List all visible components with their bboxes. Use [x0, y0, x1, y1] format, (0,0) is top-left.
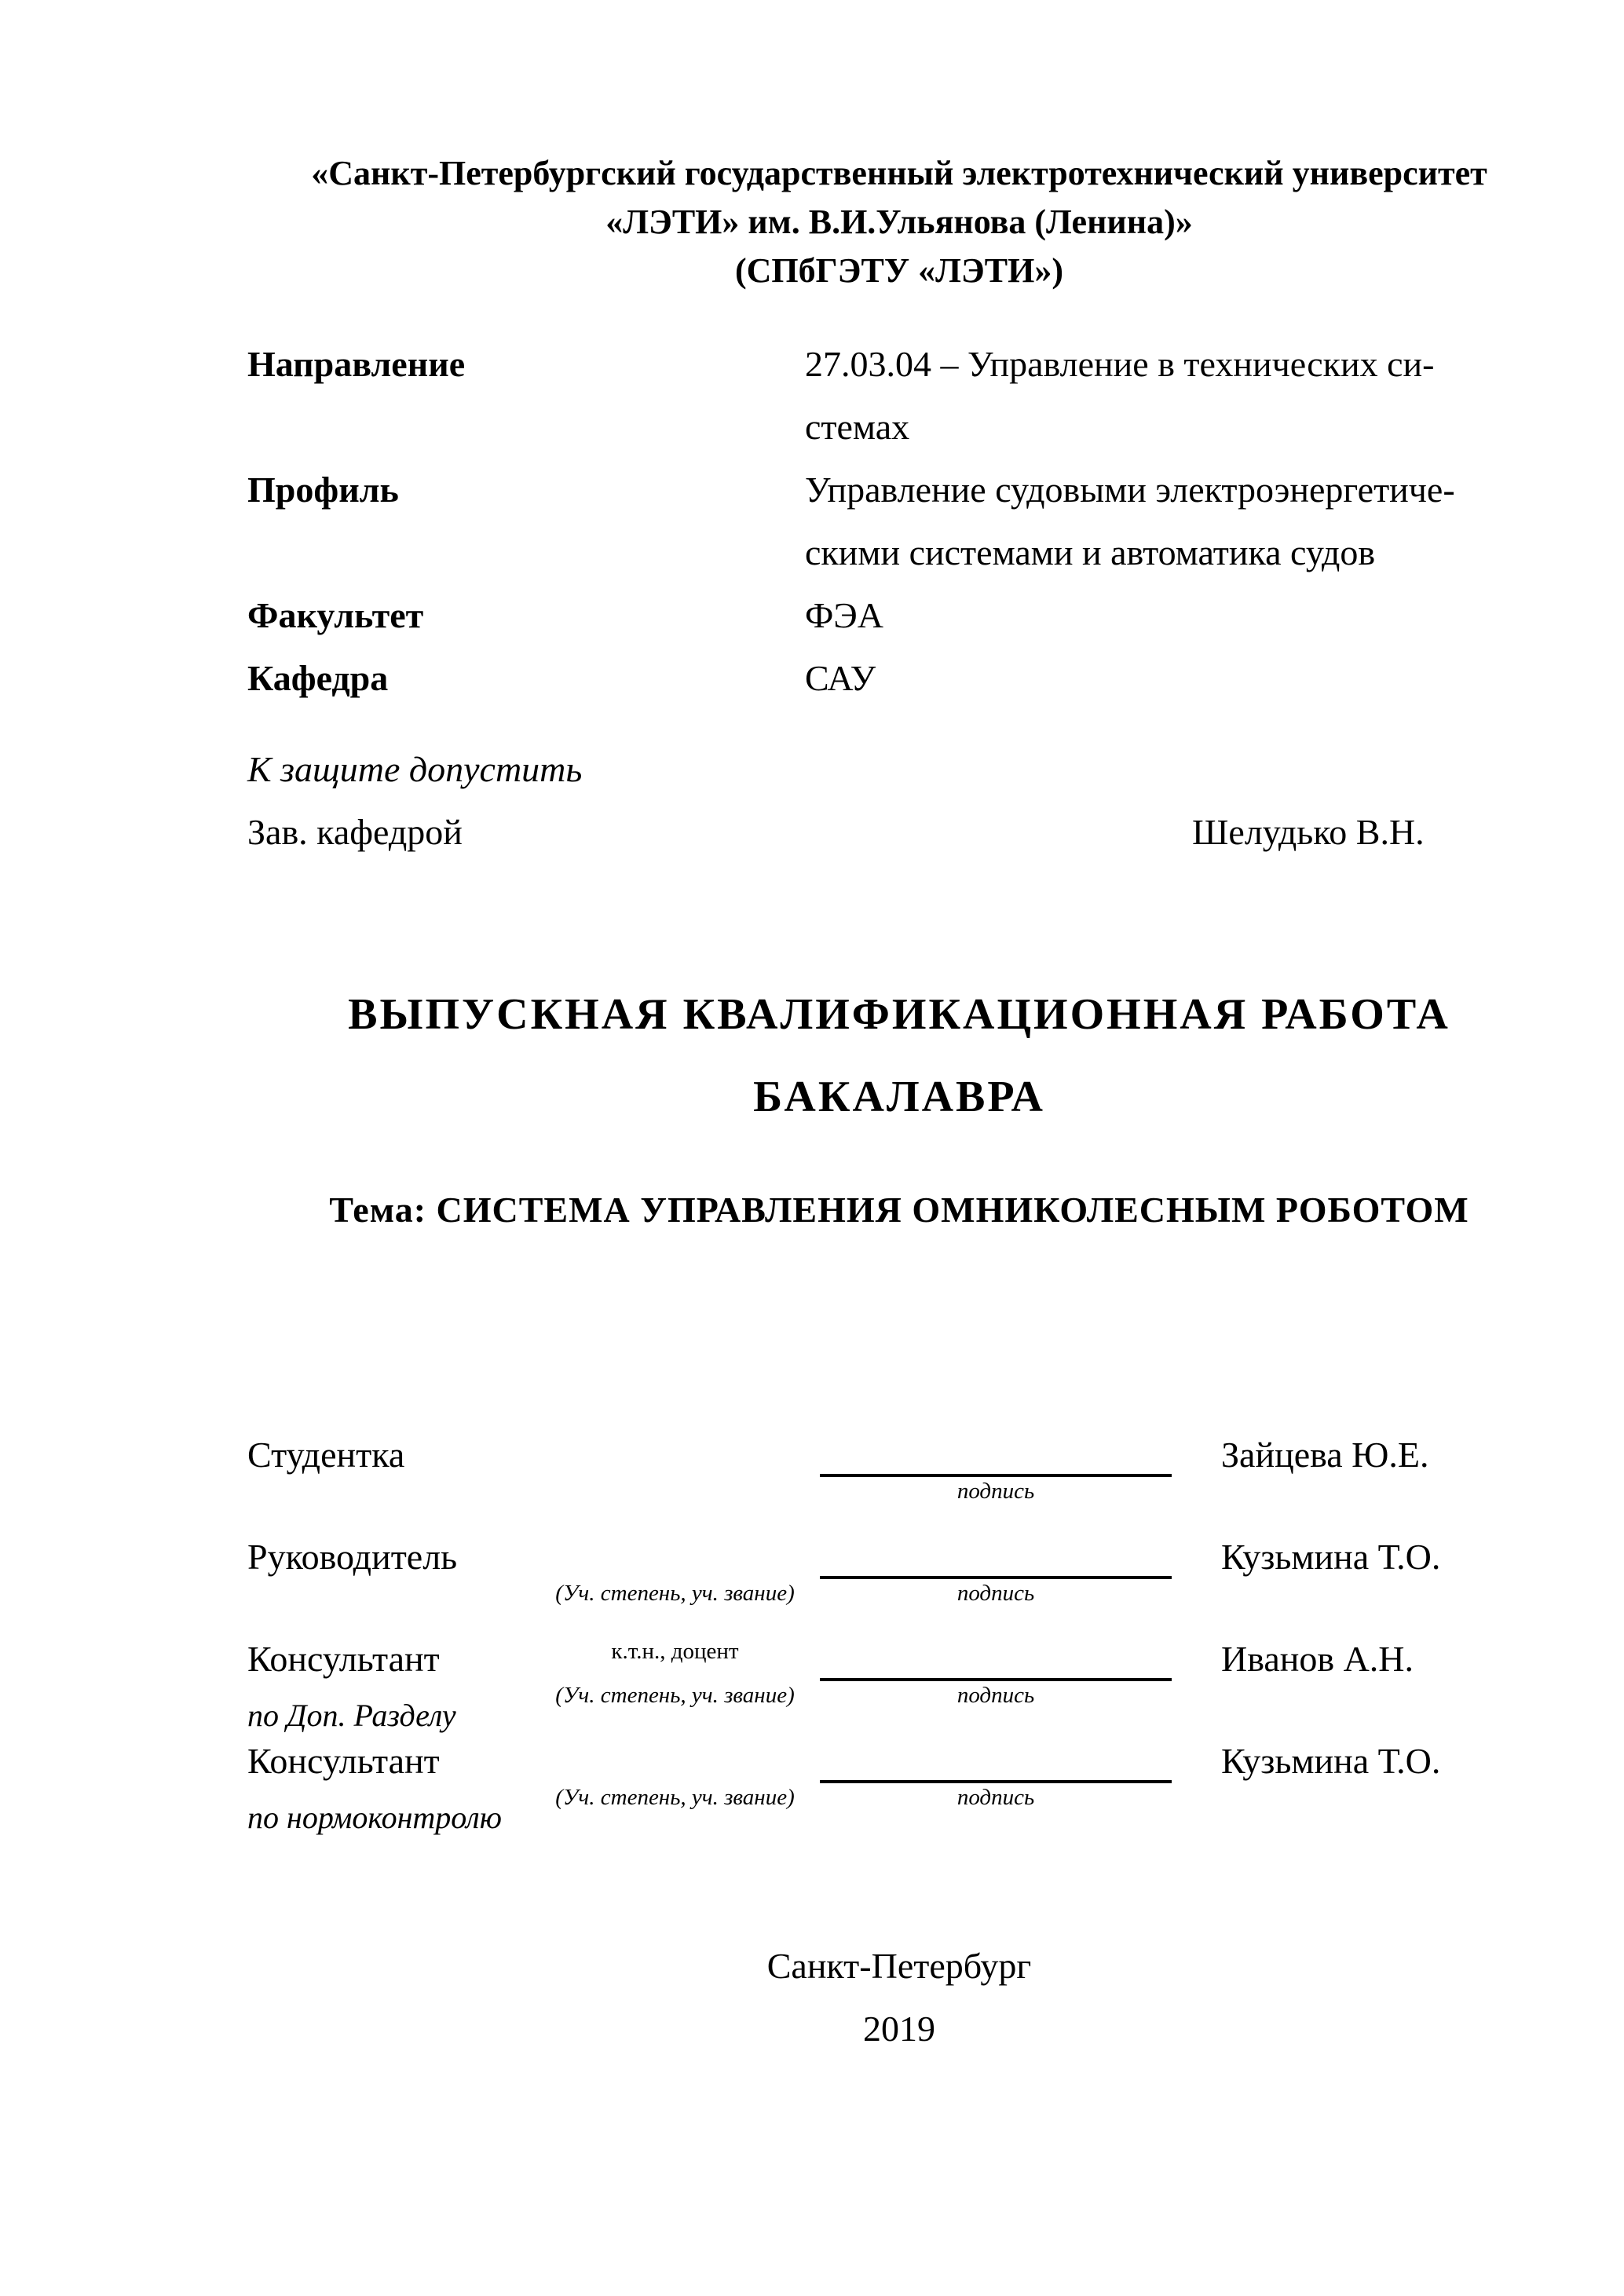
- university-name-line3: (СПбГЭТУ «ЛЭТИ»): [735, 251, 1063, 290]
- footer-block: [247, 1935, 1551, 2060]
- signature-line: [820, 1535, 1172, 1579]
- signature-row-supervisor: [247, 1535, 1551, 1637]
- signature-line: [820, 1433, 1172, 1477]
- signature-row-consultant-section: [247, 1637, 1551, 1739]
- work-title-line2: БАКАЛАВРА: [753, 1073, 1045, 1121]
- signature-caption: подпись: [956, 1581, 1035, 1606]
- field-profile: [247, 459, 1551, 584]
- degree-value: к.т.н., доцент: [611, 1639, 739, 1664]
- admission-head-name: Шелудько В.Н.: [1192, 812, 1425, 852]
- field-profile-value-line2: скими системами и автоматика судов: [805, 532, 1376, 572]
- signature-role-label: Консультант: [247, 1741, 440, 1781]
- program-fields: [247, 333, 1551, 710]
- field-direction: [247, 333, 1551, 459]
- university-header: [247, 149, 1551, 295]
- theme-line: Тема: СИСТЕМА УПРАВЛЕНИЯ ОМНИКОЛЕСНЫМ РОБОТОМ: [329, 1190, 1469, 1230]
- signature-caption: подпись: [956, 1785, 1035, 1810]
- field-department-value-line1: САУ: [805, 658, 876, 698]
- signature-caption: подпись: [956, 1479, 1035, 1504]
- admission-signature-row: [247, 801, 1551, 864]
- field-department: [247, 647, 1551, 710]
- field-department-value: [805, 647, 876, 710]
- signature-name: Кузьмина Т.О.: [1221, 1741, 1441, 1781]
- field-profile-value: [805, 459, 1455, 584]
- signature-role-sublabel: по Доп. Разделу: [247, 1698, 456, 1733]
- signature-name: Иванов А.Н.: [1221, 1639, 1414, 1679]
- signature-role-label: Руководитель: [247, 1537, 458, 1577]
- field-direction-value: [805, 333, 1435, 459]
- signature-row-student: [247, 1433, 1551, 1535]
- field-faculty-label: Факультет: [247, 595, 424, 635]
- field-direction-label: Направление: [247, 344, 466, 384]
- signature-role-label: Консультант: [247, 1639, 440, 1679]
- field-profile-label: Профиль: [247, 470, 399, 510]
- field-profile-value-line1: Управление судовыми электроэнергетиче-: [805, 470, 1455, 510]
- signature-caption: подпись: [956, 1683, 1035, 1708]
- admission-permit-line: К защите допустить: [247, 749, 583, 789]
- signature-name: Кузьмина Т.О.: [1221, 1537, 1441, 1577]
- field-faculty-value: [805, 584, 883, 647]
- field-direction-value-line1: 27.03.04 – Управление в технических си-: [805, 344, 1435, 384]
- field-faculty-value-line1: ФЭА: [805, 595, 883, 635]
- work-title-line1: ВЫПУСКНАЯ КВАЛИФИКАЦИОННАЯ РАБОТА: [348, 990, 1450, 1039]
- signature-role-label: Студентка: [247, 1435, 405, 1475]
- footer-city: Санкт-Петербург: [766, 1946, 1032, 1986]
- signature-row-consultant-normcontrol: [247, 1739, 1551, 1841]
- admission-position-label: Зав. кафедрой: [247, 812, 463, 852]
- signature-line: [820, 1739, 1172, 1783]
- admission-block: [247, 738, 1551, 864]
- university-name-line2: «ЛЭТИ» им. В.И.Ульянова (Ленина)»: [605, 203, 1193, 241]
- field-faculty: [247, 584, 1551, 647]
- footer-year: 2019: [863, 2009, 935, 2049]
- field-department-label: Кафедра: [247, 658, 389, 698]
- degree-caption: (Уч. степень, уч. звание): [555, 1785, 795, 1810]
- signature-block: [247, 1433, 1551, 1841]
- signature-role-sublabel: по нормоконтролю: [247, 1800, 502, 1835]
- university-name-line1: «Санкт-Петербургский государственный электротехнический университет: [311, 154, 1487, 192]
- field-direction-value-line2: стемах: [805, 407, 910, 447]
- work-title: [247, 974, 1551, 1139]
- degree-caption: (Уч. степень, уч. звание): [555, 1683, 795, 1708]
- signature-name: Зайцева Ю.Е.: [1221, 1435, 1429, 1475]
- signature-line: [820, 1637, 1172, 1681]
- degree-caption: (Уч. степень, уч. звание): [555, 1581, 795, 1606]
